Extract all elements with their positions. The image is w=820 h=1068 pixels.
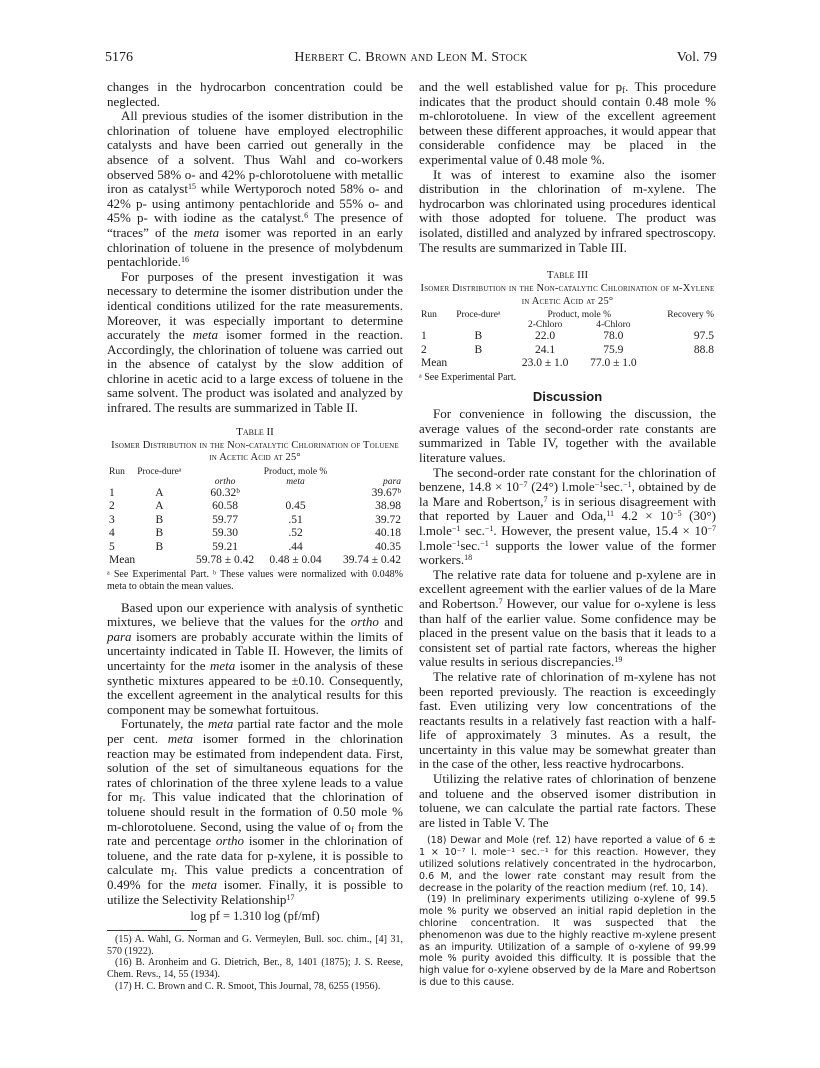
column-header: Run [421,310,437,321]
table-title: Isomer Distribution in the Non-catalytic Chlorination of m-Xylene in Acetic Acid at 25° [420,283,715,307]
page-header [105,50,717,70]
column-header: meta [286,476,305,487]
section-heading: Discussion [532,388,603,404]
table-row: 2 B 24.1 75.9 88.8 [421,343,714,356]
table-ii [107,467,403,568]
paragraph: changes in the hydrocarbon concentration could be neglected. [107,79,403,109]
table-title: Isomer Distribution in the Non-catalytic Chlorination of Toluene in Acetic Acid at 25° [111,439,399,464]
column-header: Product, mole % [547,310,612,321]
paragraph: Based upon our experience with analysis of synthetic mixtures, we believe that the values for the ortho and para isomers are probably accurate within the limits of uncertainty indicated in Table II. However, the limits of uncertainty for the meta isomer in the analysis of these synthetic mixtures appeared to be ±0.10. Consequently, the excellent agreement in the analytical results for this component may be somewhat fortuitous. [107,599,403,717]
footnote: (15) A. Wahl, G. Norman and G. Vermeylen, Bull. soc. chim., [4] 31, 570 (1922). [107,933,403,957]
volume-label: Vol. 79 [676,50,717,65]
paragraph: Utilizing the relative rates of chlorination of benzene and toluene and the observed isomer distribution in toluene, we can calculate the partial rate factors. These are listed in Table V. The [419,771,716,830]
footnote: (18) Dewar and Mole (ref. 12) have reported a value of 6 ± 1 × 10⁻⁷ l. mole⁻¹ sec.⁻¹ for this reaction. However, they utilized solutions relatively concentrated in the hydrocarbon, 0.6 M, and the lower rate constant may result from the decrease in the polarity of the reaction medium (ref. 10, 14). [419,835,716,894]
table-footnote: ᵃ See Experimental Part. ᵇ These values were normalized with 0.048% meta to obtain the mean values. [107,568,403,592]
footnote: (17) H. C. Brown and C. R. Smoot, This Journal, 78, 6255 (1956). [115,980,381,992]
paragraph: The relative rate data for toluene and p-xylene are in excellent agreement with the earlier values of de la Mare and Robertson.$^7$ However, our value for o-xylene is less than half of the earlier value. Some confidence may be placed in the present value on the basis that it leads to a consistent set of partial rate factors, whereas the higher value results in serious discrepancies.$^{19}$ [419,566,716,670]
paragraph: Fortunately, the meta partial rate factor and the mole per cent. meta isomer formed in the chlorination reaction may be estimated from independent data. First, solution of the set of simultaneous equations for the rates of chlorination of the three xylene leads to a value for $m_f$. This value indicated that the chlorination of toluene should result in the formation of 0.50 mole % m-chlorotoluene. Second, using the value of $o_f$ from the rate and percentage ortho isomer in the chlorination of toluene, and the rate data for p-xylene, it is possible to calculate $m_f$. This value predicts a concentration of 0.49% for the meta isomer. Finally, it is possible to utilize the Selectivity Relationship$^{17}$ [107,716,403,907]
column-header: 4-Chloro [596,320,631,331]
column-header: para [383,476,401,487]
footnote: (16) B. Aronheim and G. Dietrich, Ber., 8, 1401 (1875); J. S. Reese, Chem. Revs., 14, 55 (1934). [107,957,403,981]
equation: log pf = 1.310 log (pf/mf) [190,909,320,924]
left-column [107,80,403,993]
column-header: 2-Chloro [527,320,563,331]
footnote-rule [107,930,197,931]
table-row: 4 B 59.30 .52 40.18 [109,527,401,540]
paragraph: For purposes of the present investigation it was necessary to determine the isomer distribution under the identical conditions utilized for the rate measurements. Moreover, it was especially important to determine accurately the meta isomer formed in the reaction. Accordingly, the chlorination of toluene was carried out in the absence of catalyst by the slow addition of chlorine in acetic acid to a large excess of toluene in the same solvent. The product was isolated and analyzed by infrared. The results are summarized in Table II. [107,268,403,416]
table-caption: Table II [236,425,274,438]
footnote: (19) In preliminary experiments utilizing o-xylene of 99.5 mole % purity we observed an initial rapid depletion in the chlorine concentration. It was suspected that the phenomenon was due to the highly reactive m-xylene present as an impurity. Utilization of a sample of o-xylene of 99.99 mole % purity avoided this difficulty. It is possible that the high value for o-xylene observed by de la Mare and Robertson is due to this cause. [419,894,716,988]
table-row: 3 B 59.77 .51 39.72 [109,513,401,526]
table-mean-row: Mean 23.0 ± 1.0 77.0 ± 1.0 [421,357,637,370]
column-header: Product, mole % [263,466,328,477]
column-header: ortho [214,476,236,487]
table-row: 2 A 60.58 0.45 38.98 [109,500,401,513]
running-title: Herbert C. Brown and Leon M. Stock [294,50,528,65]
paragraph: For convenience in following the discussion, the average values of the second-order rate constants are summarized in Table IV, together with the available literature values. [419,406,716,465]
table-row: 1 A 60.32ᵇ 39.67ᵇ [109,486,401,499]
column-header: Recovery % [667,310,714,321]
column-header: Run [109,466,125,477]
right-column [419,80,716,989]
page-number: 5176 [105,50,133,65]
table-footnote: ᵃ See Experimental Part. [419,371,517,383]
table-row: 5 B 59.21 .44 40.35 [109,540,401,553]
table-iii [419,310,716,371]
paragraph: The relative rate of chlorination of m-xylene has not been reported previously. The reaction is exceedingly fast. Even utilizing very low concentrations of the reactants results in a relatively fast reaction with a half-life of approximately 3 minutes. As a result, the uncertainty in this value may be somewhat greater than in the case of the other, less reactive hydrocarbons. [419,668,716,772]
paragraph: The second-order rate constant for the chlorination of benzene, $14.8 \times 10^{-7}$ (24°) l.mole$^{-1}$sec.$^{-1}$, obtained by de la Mare and Robertson,$^7$ is in serious disagreement with that reported by Lauer and Oda,$^{11}$ $4.2 \times 10^{-5}$ (30°) l.mole$^{-1}$ sec.$^{-1}$. However, the present value, $15.4 \times 10^{-7}$ l.mole$^{-1}$sec.$^{-1}$ supports the lower value of the former workers.$^{18}$ [419,464,716,568]
column-header: Proce-dureᵃ [137,466,182,477]
table-mean-row: Mean 59.78 ± 0.42 0.48 ± 0.04 39.74 ± 0.42 [109,554,401,567]
paragraph: It was of interest to examine also the isomer distribution in the chlorination of m-xylene. The hydrocarbon was chlorinated using procedures identical with those adopted for toluene. The product was isolated, distilled and analyzed by infrared spectroscopy. The results are summarized in Table III. [419,166,716,255]
paragraph: and the well established value for $p_f$. This procedure indicates that the product should contain 0.48 mole % m-chlorotoluene. In view of the excellent agreement between these different approaches, it would appear that considerable confidence may be placed in the experimental value of 0.48 mole %. [419,79,716,167]
table-row: 1 B 22.0 78.0 97.5 [421,330,714,343]
table-caption: Table III [546,269,589,282]
paragraph: All previous studies of the isomer distribution in the chlorination of toluene have employed electrophilic catalysts and have been carried out generally in the absence of a solvent. Thus Wahl and co-workers observed 58% o- and 42% p-chlorotoluene with metallic iron as catalyst$^{15}$ while Wertyporoch noted 58% o- and 42% p- using antimony pentachloride and 55% o- and 45% p- with iodine as the catalyst.$^6$ The presence of “traces” of the meta isomer was reported in an early chlorination of toluene in the presence of molybdenum pentachloride.$^{16}$ [107,108,403,270]
column-header: Proce-dureᵃ [456,310,501,321]
